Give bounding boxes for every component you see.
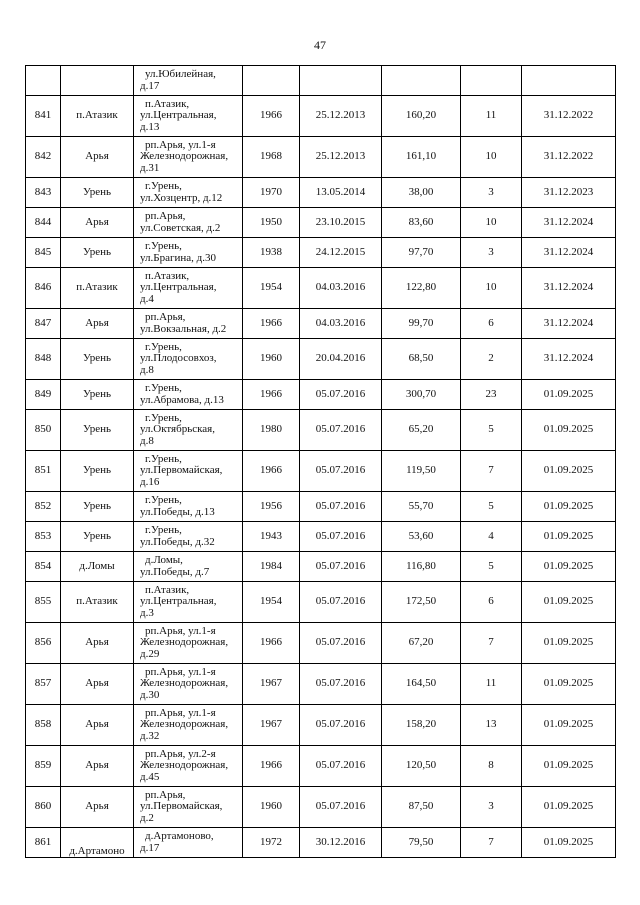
area-cell: 87,50 <box>382 787 461 828</box>
construction-year-cell: 1984 <box>243 552 300 582</box>
residents-count-cell: 11 <box>461 96 522 137</box>
address-line: г.Урень, <box>145 452 182 465</box>
construction-year-cell: 1938 <box>243 238 300 268</box>
construction-year-cell: 1966 <box>243 623 300 664</box>
locality-cell: п.Атазик <box>61 268 134 309</box>
locality-cell: Урень <box>61 522 134 552</box>
residents-count-cell: 3 <box>461 787 522 828</box>
table-row <box>26 623 616 664</box>
record-number-cell <box>26 66 61 96</box>
record-number-cell: 851 <box>26 451 61 492</box>
residents-count-cell: 10 <box>461 137 522 178</box>
resettlement-deadline-cell: 01.09.2025 <box>522 623 616 664</box>
area-cell: 300,70 <box>382 380 461 410</box>
table-row <box>26 746 616 787</box>
residents-count-cell: 5 <box>461 492 522 522</box>
address-line: д.30 <box>140 688 160 701</box>
table-row <box>26 828 616 858</box>
locality-cell: Урень <box>61 238 134 268</box>
residents-count-cell: 3 <box>461 178 522 208</box>
recognition-date-cell: 04.03.2016 <box>300 268 382 309</box>
locality-cell: Урень <box>61 492 134 522</box>
address-line: ул.Плодосовхоз, <box>140 352 217 365</box>
record-number-cell: 856 <box>26 623 61 664</box>
address-cell <box>134 268 243 309</box>
resettlement-deadline-cell: 01.09.2025 <box>522 787 616 828</box>
resettlement-deadline-cell: 01.09.2025 <box>522 380 616 410</box>
construction-year-cell: 1954 <box>243 268 300 309</box>
area-cell: 38,00 <box>382 178 461 208</box>
address-line: Железнодорожная, <box>140 636 229 649</box>
residents-count-cell: 5 <box>461 410 522 451</box>
address-line: д.8 <box>140 363 154 376</box>
construction-year-cell: 1967 <box>243 705 300 746</box>
locality-cell: Урень <box>61 339 134 380</box>
residents-count-cell <box>461 66 522 96</box>
address-line: г.Урень, <box>145 180 182 193</box>
address-line: рп.Арья, <box>145 311 186 324</box>
recognition-date-cell: 05.07.2016 <box>300 380 382 410</box>
resettlement-deadline-cell: 31.12.2023 <box>522 178 616 208</box>
record-number-cell: 861 <box>26 828 61 858</box>
area-cell: 83,60 <box>382 208 461 238</box>
construction-year-cell: 1956 <box>243 492 300 522</box>
table-row <box>26 178 616 208</box>
address-cell <box>134 492 243 522</box>
address-line: ул.Победы, д.7 <box>140 565 210 578</box>
record-number-cell: 841 <box>26 96 61 137</box>
recognition-date-cell: 05.07.2016 <box>300 623 382 664</box>
recognition-date-cell <box>300 66 382 96</box>
recognition-date-cell: 05.07.2016 <box>300 746 382 787</box>
resettlement-deadline-cell: 31.12.2022 <box>522 137 616 178</box>
construction-year-cell: 1972 <box>243 828 300 858</box>
recognition-date-cell: 05.07.2016 <box>300 582 382 623</box>
address-line: ул.Первомайская, <box>140 800 223 813</box>
address-line: г.Урень, <box>145 382 182 395</box>
area-cell: 122,80 <box>382 268 461 309</box>
locality-cell: Арья <box>61 309 134 339</box>
address-line: г.Урень, <box>145 494 182 507</box>
recognition-date-cell: 25.12.2013 <box>300 96 382 137</box>
address-cell <box>134 380 243 410</box>
locality-cell <box>61 66 134 96</box>
locality-cell: Арья <box>61 705 134 746</box>
address-line: ул.Брагина, д.30 <box>140 251 216 264</box>
record-number-cell: 846 <box>26 268 61 309</box>
address-line: д.3 <box>140 606 154 619</box>
construction-year-cell: 1966 <box>243 746 300 787</box>
address-line: д.45 <box>140 770 160 783</box>
area-cell: 79,50 <box>382 828 461 858</box>
table-row <box>26 492 616 522</box>
residents-count-cell: 2 <box>461 339 522 380</box>
address-cell <box>134 552 243 582</box>
table-row <box>26 208 616 238</box>
resettlement-deadline-cell: 01.09.2025 <box>522 582 616 623</box>
construction-year-cell <box>243 66 300 96</box>
recognition-date-cell: 05.07.2016 <box>300 522 382 552</box>
resettlement-deadline-cell: 01.09.2025 <box>522 451 616 492</box>
record-number-cell: 845 <box>26 238 61 268</box>
locality-cell: Урень <box>61 380 134 410</box>
address-line: рп.Арья, ул.1-я <box>145 665 216 678</box>
record-number-cell: 852 <box>26 492 61 522</box>
construction-year-cell: 1943 <box>243 522 300 552</box>
address-line: ул.Вокзальная, д.2 <box>140 322 227 335</box>
address-cell <box>134 178 243 208</box>
recognition-date-cell: 23.10.2015 <box>300 208 382 238</box>
locality-cell: Арья <box>61 623 134 664</box>
address-line: г.Урень, <box>145 340 182 353</box>
area-cell: 53,60 <box>382 522 461 552</box>
table-row <box>26 552 616 582</box>
locality-cell: Урень <box>61 451 134 492</box>
locality-cell: Арья <box>61 787 134 828</box>
resettlement-deadline-cell: 31.12.2024 <box>522 339 616 380</box>
record-number-cell: 847 <box>26 309 61 339</box>
address-line: д.16 <box>140 475 160 488</box>
resettlement-deadline-cell: 31.12.2024 <box>522 268 616 309</box>
recognition-date-cell: 05.07.2016 <box>300 492 382 522</box>
resettlement-deadline-cell: 31.12.2024 <box>522 208 616 238</box>
address-cell <box>134 238 243 268</box>
residents-count-cell: 7 <box>461 451 522 492</box>
table-row <box>26 582 616 623</box>
area-cell: 99,70 <box>382 309 461 339</box>
residents-count-cell: 3 <box>461 238 522 268</box>
address-line: д.32 <box>140 729 160 742</box>
locality-cell: п.Атазик <box>61 96 134 137</box>
address-line: ул.Победы, д.13 <box>140 505 215 518</box>
residents-count-cell: 6 <box>461 582 522 623</box>
record-number-cell: 860 <box>26 787 61 828</box>
address-line: Железнодорожная, <box>140 677 229 690</box>
address-line: д.4 <box>140 292 154 305</box>
address-line: ул.Октябрьская, <box>140 423 215 436</box>
address-line: ул.Советская, д.2 <box>140 221 221 234</box>
address-line: д.29 <box>140 647 160 660</box>
record-number-cell: 842 <box>26 137 61 178</box>
recognition-date-cell: 05.07.2016 <box>300 664 382 705</box>
address-cell <box>134 309 243 339</box>
table-row <box>26 664 616 705</box>
resettlement-deadline-cell: 01.09.2025 <box>522 664 616 705</box>
address-cell <box>134 787 243 828</box>
area-cell: 119,50 <box>382 451 461 492</box>
address-line: ул.Хозцентр, д.12 <box>140 191 223 204</box>
housing-registry-table <box>25 65 616 858</box>
construction-year-cell: 1966 <box>243 96 300 137</box>
table-row <box>26 339 616 380</box>
record-number-cell: 854 <box>26 552 61 582</box>
construction-year-cell: 1968 <box>243 137 300 178</box>
residents-count-cell: 23 <box>461 380 522 410</box>
locality-cell: Урень <box>61 178 134 208</box>
address-cell <box>134 582 243 623</box>
address-line: п.Атазик, <box>145 583 190 596</box>
area-cell: 158,20 <box>382 705 461 746</box>
construction-year-cell: 1954 <box>243 582 300 623</box>
record-number-cell: 857 <box>26 664 61 705</box>
construction-year-cell: 1980 <box>243 410 300 451</box>
address-line: рп.Арья, ул.2-я <box>145 747 216 760</box>
locality-cell: Арья <box>61 208 134 238</box>
address-line: д.31 <box>140 161 160 174</box>
address-line: г.Урень, <box>145 240 182 253</box>
area-cell: 164,50 <box>382 664 461 705</box>
record-number-cell: 844 <box>26 208 61 238</box>
record-number-cell: 853 <box>26 522 61 552</box>
recognition-date-cell: 05.07.2016 <box>300 705 382 746</box>
residents-count-cell: 11 <box>461 664 522 705</box>
table-row <box>26 410 616 451</box>
recognition-date-cell: 05.07.2016 <box>300 552 382 582</box>
address-line: д.Артамоново, <box>145 830 214 843</box>
address-line: ул.Центральная, <box>140 109 217 122</box>
resettlement-deadline-cell: 31.12.2024 <box>522 238 616 268</box>
construction-year-cell: 1967 <box>243 664 300 705</box>
address-line: рп.Арья, <box>145 788 186 801</box>
construction-year-cell: 1970 <box>243 178 300 208</box>
address-cell <box>134 410 243 451</box>
locality-cell: п.Атазик <box>61 582 134 623</box>
address-line: д.8 <box>140 434 154 447</box>
address-cell <box>134 208 243 238</box>
address-line: п.Атазик, <box>145 97 190 110</box>
construction-year-cell: 1960 <box>243 339 300 380</box>
area-cell: 67,20 <box>382 623 461 664</box>
address-line: ул.Юбилейная, <box>145 68 216 81</box>
address-line: д.2 <box>140 811 154 824</box>
page-number: 47 <box>314 38 326 52</box>
table-row <box>26 137 616 178</box>
address-line: рп.Арья, ул.1-я <box>145 138 216 151</box>
record-number-cell: 858 <box>26 705 61 746</box>
address-line: д.17 <box>140 79 160 92</box>
area-cell: 68,50 <box>382 339 461 380</box>
address-cell <box>134 746 243 787</box>
table-row <box>26 96 616 137</box>
address-line: рп.Арья, <box>145 210 186 223</box>
resettlement-deadline-cell: 01.09.2025 <box>522 746 616 787</box>
recognition-date-cell: 30.12.2016 <box>300 828 382 858</box>
address-line: рп.Арья, ул.1-я <box>145 706 216 719</box>
residents-count-cell: 5 <box>461 552 522 582</box>
locality-cell: Арья <box>61 664 134 705</box>
recognition-date-cell: 24.12.2015 <box>300 238 382 268</box>
residents-count-cell: 10 <box>461 208 522 238</box>
table-row <box>26 705 616 746</box>
address-cell <box>134 705 243 746</box>
address-line: ул.Центральная, <box>140 595 217 608</box>
resettlement-deadline-cell: 01.09.2025 <box>522 522 616 552</box>
address-line: д.17 <box>140 841 160 854</box>
recognition-date-cell: 04.03.2016 <box>300 309 382 339</box>
address-cell <box>134 96 243 137</box>
area-cell: 161,10 <box>382 137 461 178</box>
construction-year-cell: 1960 <box>243 787 300 828</box>
recognition-date-cell: 05.07.2016 <box>300 410 382 451</box>
address-cell <box>134 664 243 705</box>
address-line: Железнодорожная, <box>140 759 229 772</box>
table-row <box>26 268 616 309</box>
address-cell <box>134 137 243 178</box>
area-cell: 55,70 <box>382 492 461 522</box>
resettlement-deadline-cell <box>522 66 616 96</box>
area-cell: 120,50 <box>382 746 461 787</box>
construction-year-cell: 1966 <box>243 309 300 339</box>
recognition-date-cell: 05.07.2016 <box>300 451 382 492</box>
table-row <box>26 238 616 268</box>
address-line: Железнодорожная, <box>140 718 229 731</box>
resettlement-deadline-cell: 01.09.2025 <box>522 492 616 522</box>
address-cell <box>134 623 243 664</box>
area-cell: 160,20 <box>382 96 461 137</box>
record-number-cell: 850 <box>26 410 61 451</box>
address-line: г.Урень, <box>145 524 182 537</box>
area-cell <box>382 66 461 96</box>
registry-body <box>26 66 616 858</box>
locality-cell: д.Ломы <box>61 552 134 582</box>
resettlement-deadline-cell: 01.09.2025 <box>522 705 616 746</box>
area-cell: 97,70 <box>382 238 461 268</box>
address-line: д.Ломы, <box>145 554 183 567</box>
address-cell <box>134 828 243 858</box>
resettlement-deadline-cell: 31.12.2022 <box>522 96 616 137</box>
table-row <box>26 787 616 828</box>
residents-count-cell: 10 <box>461 268 522 309</box>
locality-cell: д.Артамоно <box>61 828 134 858</box>
construction-year-cell: 1966 <box>243 451 300 492</box>
address-line: рп.Арья, ул.1-я <box>145 624 216 637</box>
area-cell: 65,20 <box>382 410 461 451</box>
table-row <box>26 66 616 96</box>
table-row <box>26 451 616 492</box>
residents-count-cell: 13 <box>461 705 522 746</box>
residents-count-cell: 7 <box>461 623 522 664</box>
address-cell <box>134 339 243 380</box>
address-line: ул.Центральная, <box>140 281 217 294</box>
address-line: ул.Абрамова, д.13 <box>140 393 224 406</box>
construction-year-cell: 1950 <box>243 208 300 238</box>
resettlement-deadline-cell: 01.09.2025 <box>522 410 616 451</box>
resettlement-deadline-cell: 01.09.2025 <box>522 552 616 582</box>
recognition-date-cell: 25.12.2013 <box>300 137 382 178</box>
recognition-date-cell: 05.07.2016 <box>300 787 382 828</box>
address-cell <box>134 522 243 552</box>
address-line: п.Атазик, <box>145 269 190 282</box>
residents-count-cell: 8 <box>461 746 522 787</box>
record-number-cell: 843 <box>26 178 61 208</box>
resettlement-deadline-cell: 01.09.2025 <box>522 828 616 858</box>
address-line: г.Урень, <box>145 411 182 424</box>
recognition-date-cell: 13.05.2014 <box>300 178 382 208</box>
table-row <box>26 522 616 552</box>
address-cell <box>134 66 243 96</box>
locality-cell: Арья <box>61 746 134 787</box>
area-cell: 172,50 <box>382 582 461 623</box>
table-row <box>26 309 616 339</box>
address-line: ул.Первомайская, <box>140 464 223 477</box>
address-line: д.13 <box>140 120 160 133</box>
address-cell <box>134 451 243 492</box>
locality-cell: Арья <box>61 137 134 178</box>
address-line: ул.Победы, д.32 <box>140 535 215 548</box>
record-number-cell: 859 <box>26 746 61 787</box>
resettlement-deadline-cell: 31.12.2024 <box>522 309 616 339</box>
residents-count-cell: 6 <box>461 309 522 339</box>
record-number-cell: 855 <box>26 582 61 623</box>
construction-year-cell: 1966 <box>243 380 300 410</box>
residents-count-cell: 7 <box>461 828 522 858</box>
address-line: Железнодорожная, <box>140 150 229 163</box>
residents-count-cell: 4 <box>461 522 522 552</box>
record-number-cell: 848 <box>26 339 61 380</box>
table-row <box>26 380 616 410</box>
record-number-cell: 849 <box>26 380 61 410</box>
locality-cell: Урень <box>61 410 134 451</box>
recognition-date-cell: 20.04.2016 <box>300 339 382 380</box>
area-cell: 116,80 <box>382 552 461 582</box>
